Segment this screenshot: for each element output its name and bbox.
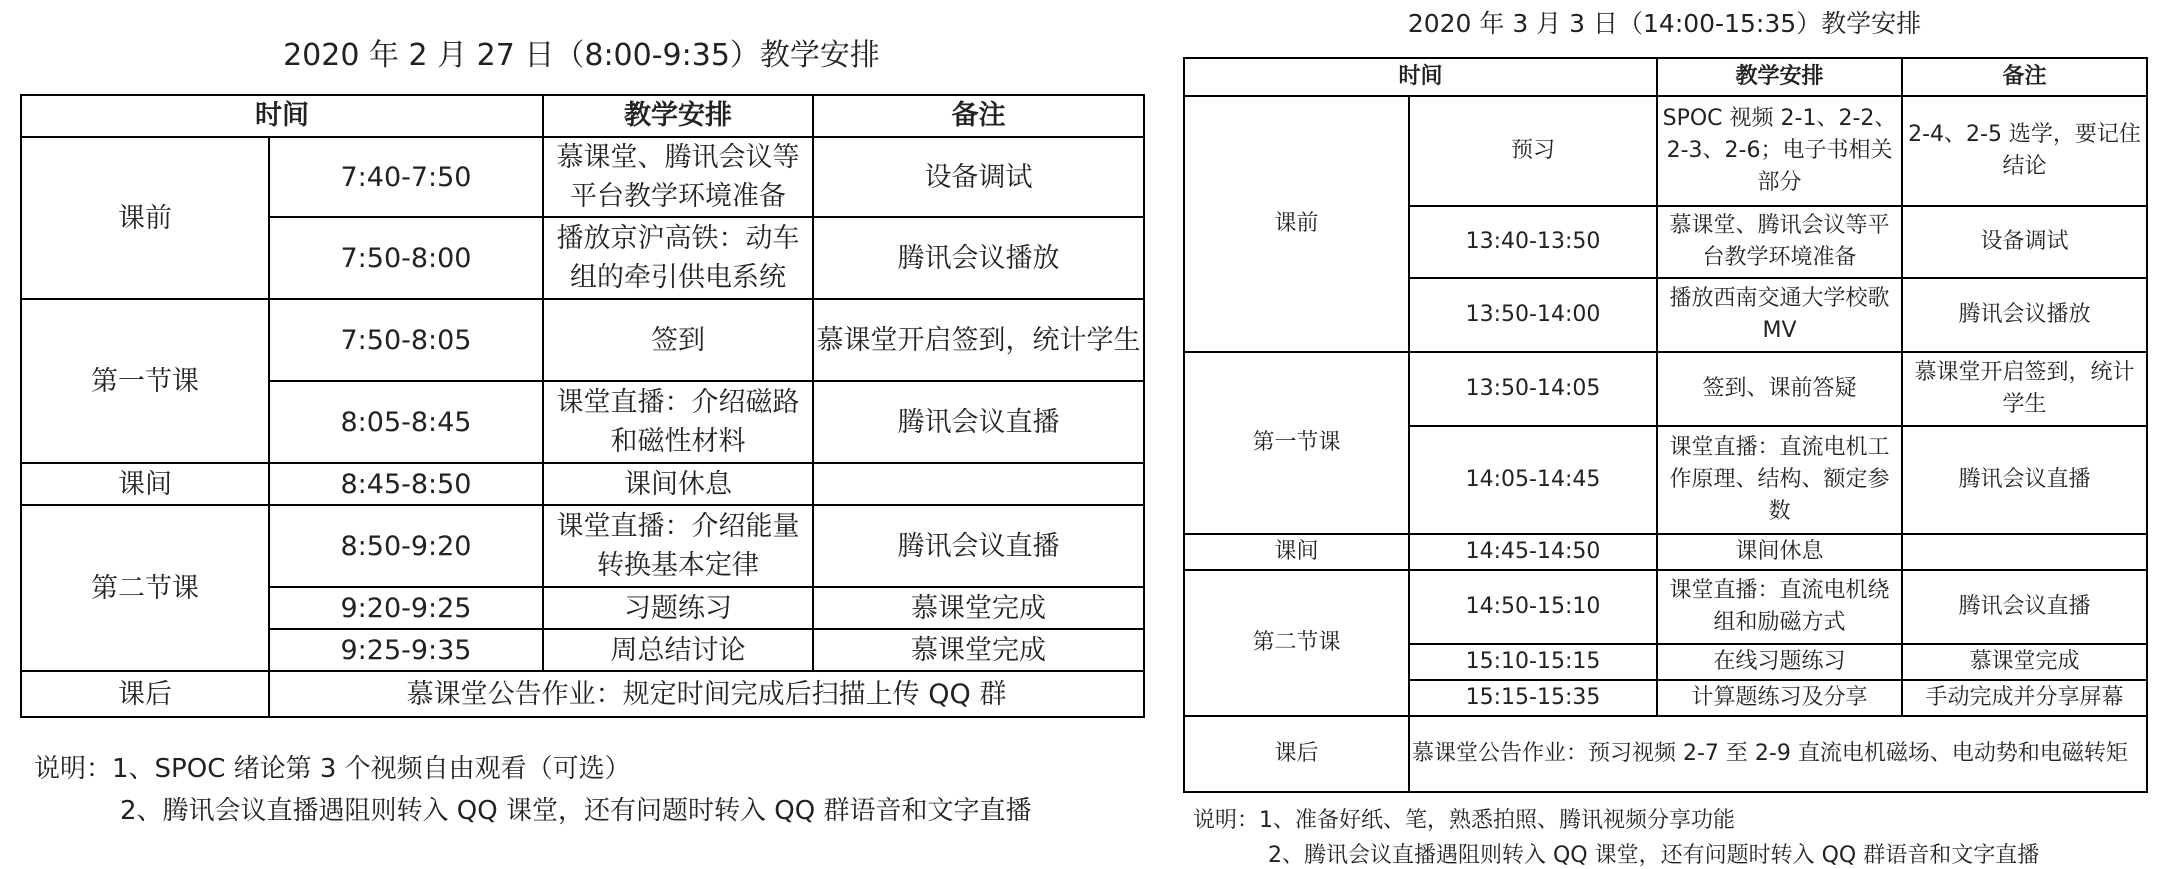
row-plan: 课堂直播：介绍能量转换基本定律 (543, 505, 813, 587)
header-time: 时间 (21, 95, 543, 137)
row-plan: 课间休息 (543, 463, 813, 505)
section-post: 课后 (1184, 716, 1409, 792)
row-plan: SPOC 视频 2-1、2-2、2-3、2-6；电子书相关部分 (1657, 96, 1902, 206)
table-row (21, 505, 1144, 587)
row-note: 慕课堂完成 (813, 629, 1144, 671)
row-note: 腾讯会议直播 (1902, 426, 2147, 534)
section-break: 课间 (1184, 534, 1409, 570)
row-time: 9:20-9:25 (269, 587, 543, 629)
header-note: 备注 (1902, 58, 2147, 96)
row-note: 腾讯会议直播 (813, 381, 1144, 463)
table-row (1184, 716, 2147, 792)
row-note (1902, 534, 2147, 570)
row-note: 2-4、2-5 选学，要记住结论 (1902, 96, 2147, 206)
row-time: 14:50-15:10 (1409, 570, 1657, 644)
row-time: 7:50-8:05 (269, 299, 543, 381)
right-schedule-table (1183, 57, 2148, 793)
row-time: 预习 (1409, 96, 1657, 206)
row-plan: 课堂直播：介绍磁路和磁性材料 (543, 381, 813, 463)
left-schedule-table (20, 94, 1145, 718)
row-time: 8:50-9:20 (269, 505, 543, 587)
header-plan: 教学安排 (543, 95, 813, 137)
row-note: 腾讯会议播放 (813, 217, 1144, 299)
row-time: 8:05-8:45 (269, 381, 543, 463)
section-first: 第一节课 (1184, 352, 1409, 534)
row-time: 13:50-14:00 (1409, 278, 1657, 352)
row-note: 腾讯会议播放 (1902, 278, 2147, 352)
row-time: 15:10-15:15 (1409, 644, 1657, 680)
table-header-row (21, 95, 1144, 137)
row-plan: 课堂直播：直流电机工作原理、结构、额定参数 (1657, 426, 1902, 534)
row-plan: 课堂直播：直流电机绕组和励磁方式 (1657, 570, 1902, 644)
row-plan: 签到 (543, 299, 813, 381)
row-note: 慕课堂开启签到，统计学生 (1902, 352, 2147, 426)
row-plan: 慕课堂、腾讯会议等平台教学环境准备 (543, 137, 813, 217)
section-second: 第二节课 (21, 505, 269, 671)
row-plan: 慕课堂、腾讯会议等平台教学环境准备 (1657, 206, 1902, 278)
section-pre: 课前 (21, 137, 269, 299)
row-note: 设备调试 (813, 137, 1144, 217)
section-post: 课后 (21, 671, 269, 717)
table-row (1184, 570, 2147, 644)
row-time: 13:40-13:50 (1409, 206, 1657, 278)
row-time: 8:45-8:50 (269, 463, 543, 505)
row-plan: 在线习题练习 (1657, 644, 1902, 680)
row-note: 慕课堂开启签到，统计学生 (813, 299, 1144, 381)
table-row (21, 463, 1144, 505)
post-plan: 慕课堂公告作业：规定时间完成后扫描上传 QQ 群 (269, 671, 1144, 717)
row-plan: 签到、课前答疑 (1657, 352, 1902, 426)
row-time: 13:50-14:05 (1409, 352, 1657, 426)
post-plan: 慕课堂公告作业：预习视频 2-7 至 2-9 直流电机磁场、电动势和电磁转矩 (1409, 716, 2147, 792)
table-row (1184, 96, 2147, 206)
header-plan: 教学安排 (1657, 58, 1902, 96)
row-note (813, 463, 1144, 505)
table-row (1184, 352, 2147, 426)
row-time: 15:15-15:35 (1409, 680, 1657, 716)
section-first: 第一节课 (21, 299, 269, 463)
row-note: 慕课堂完成 (1902, 644, 2147, 680)
row-plan: 课间休息 (1657, 534, 1902, 570)
header-note: 备注 (813, 95, 1144, 137)
row-note: 腾讯会议直播 (813, 505, 1144, 587)
row-plan: 计算题练习及分享 (1657, 680, 1902, 716)
left-note-2: 2、腾讯会议直播遇阻则转入 QQ 课堂，还有问题时转入 QQ 群语音和文字直播 (120, 796, 1032, 826)
right-note-2: 2、腾讯会议直播遇阻则转入 QQ 课堂，还有问题时转入 QQ 群语音和文字直播 (1268, 843, 2040, 868)
row-time: 9:25-9:35 (269, 629, 543, 671)
table-row (21, 137, 1144, 217)
row-note: 慕课堂完成 (813, 587, 1144, 629)
section-pre: 课前 (1184, 96, 1409, 352)
left-note-1: 说明：1、SPOC 绪论第 3 个视频自由观看（可选） (34, 754, 631, 784)
table-row (1184, 534, 2147, 570)
row-time: 14:45-14:50 (1409, 534, 1657, 570)
row-plan: 播放京沪高铁：动车组的牵引供电系统 (543, 217, 813, 299)
table-header-row (1184, 58, 2147, 96)
row-plan: 周总结讨论 (543, 629, 813, 671)
right-title: 2020 年 3 月 3 日（14:00-15:35）教学安排 (1407, 9, 1922, 38)
section-second: 第二节课 (1184, 570, 1409, 716)
row-plan: 习题练习 (543, 587, 813, 629)
left-title: 2020 年 2 月 27 日（8:00-9:35）教学安排 (283, 38, 880, 73)
section-break: 课间 (21, 463, 269, 505)
row-time: 7:40-7:50 (269, 137, 543, 217)
header-time: 时间 (1184, 58, 1657, 96)
right-note-1: 说明：1、准备好纸、笔，熟悉拍照、腾讯视频分享功能 (1193, 808, 1735, 833)
row-note: 设备调试 (1902, 206, 2147, 278)
row-plan: 播放西南交通大学校歌 MV (1657, 278, 1902, 352)
table-row (21, 299, 1144, 381)
row-note: 手动完成并分享屏幕 (1902, 680, 2147, 716)
row-note: 腾讯会议直播 (1902, 570, 2147, 644)
table-row (21, 671, 1144, 717)
row-time: 7:50-8:00 (269, 217, 543, 299)
row-time: 14:05-14:45 (1409, 426, 1657, 534)
